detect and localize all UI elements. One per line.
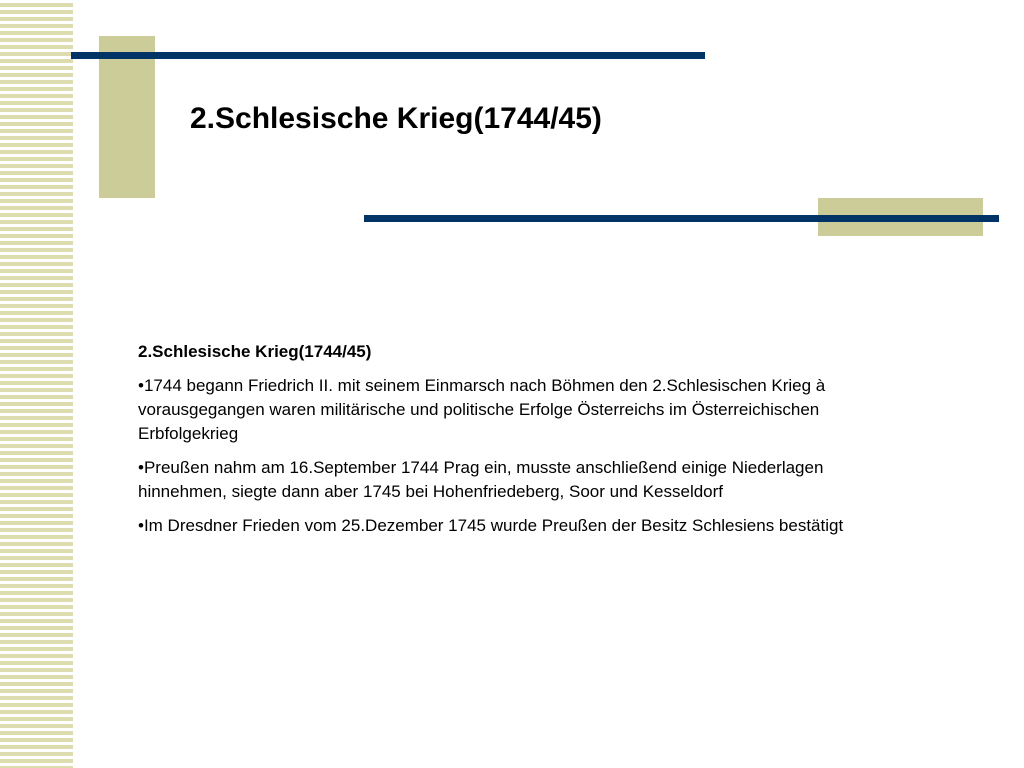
top-rule bbox=[71, 52, 705, 59]
content-heading: 2.Schlesische Krieg(1744/45) bbox=[138, 342, 372, 361]
bullet-item bbox=[138, 514, 908, 538]
bullet-item bbox=[138, 374, 908, 446]
bullet-text: 1744 begann Friedrich II. mit seinem Einmarsch nach Böhmen den 2.Schlesischen Krieg à vorausgegangen waren militärische und politische Erfolge Österreichs im Österreichischen Erbfolgekrieg bbox=[138, 376, 826, 443]
bullet-item bbox=[138, 456, 908, 504]
bullet-marker: • bbox=[138, 458, 144, 477]
slide-title: 2.Schlesische Krieg(1744/45) bbox=[190, 102, 602, 135]
bullet-marker: • bbox=[138, 376, 144, 395]
left-stripe-decoration bbox=[0, 0, 73, 768]
bullet-text: Preußen nahm am 16.September 1744 Prag ein, musste anschließend einige Niederlagen hinnehmen, siegte dann aber 1745 bei Hohenfriedeberg, Soor und Kesseldorf bbox=[138, 458, 824, 501]
bottom-rule bbox=[364, 215, 999, 222]
bullet-marker: • bbox=[138, 516, 144, 535]
accent-block-top bbox=[99, 36, 155, 198]
bullet-text: Im Dresdner Frieden vom 25.Dezember 1745 wurde Preußen der Besitz Schlesiens bestätigt bbox=[143, 516, 844, 535]
slide-content bbox=[138, 340, 908, 548]
